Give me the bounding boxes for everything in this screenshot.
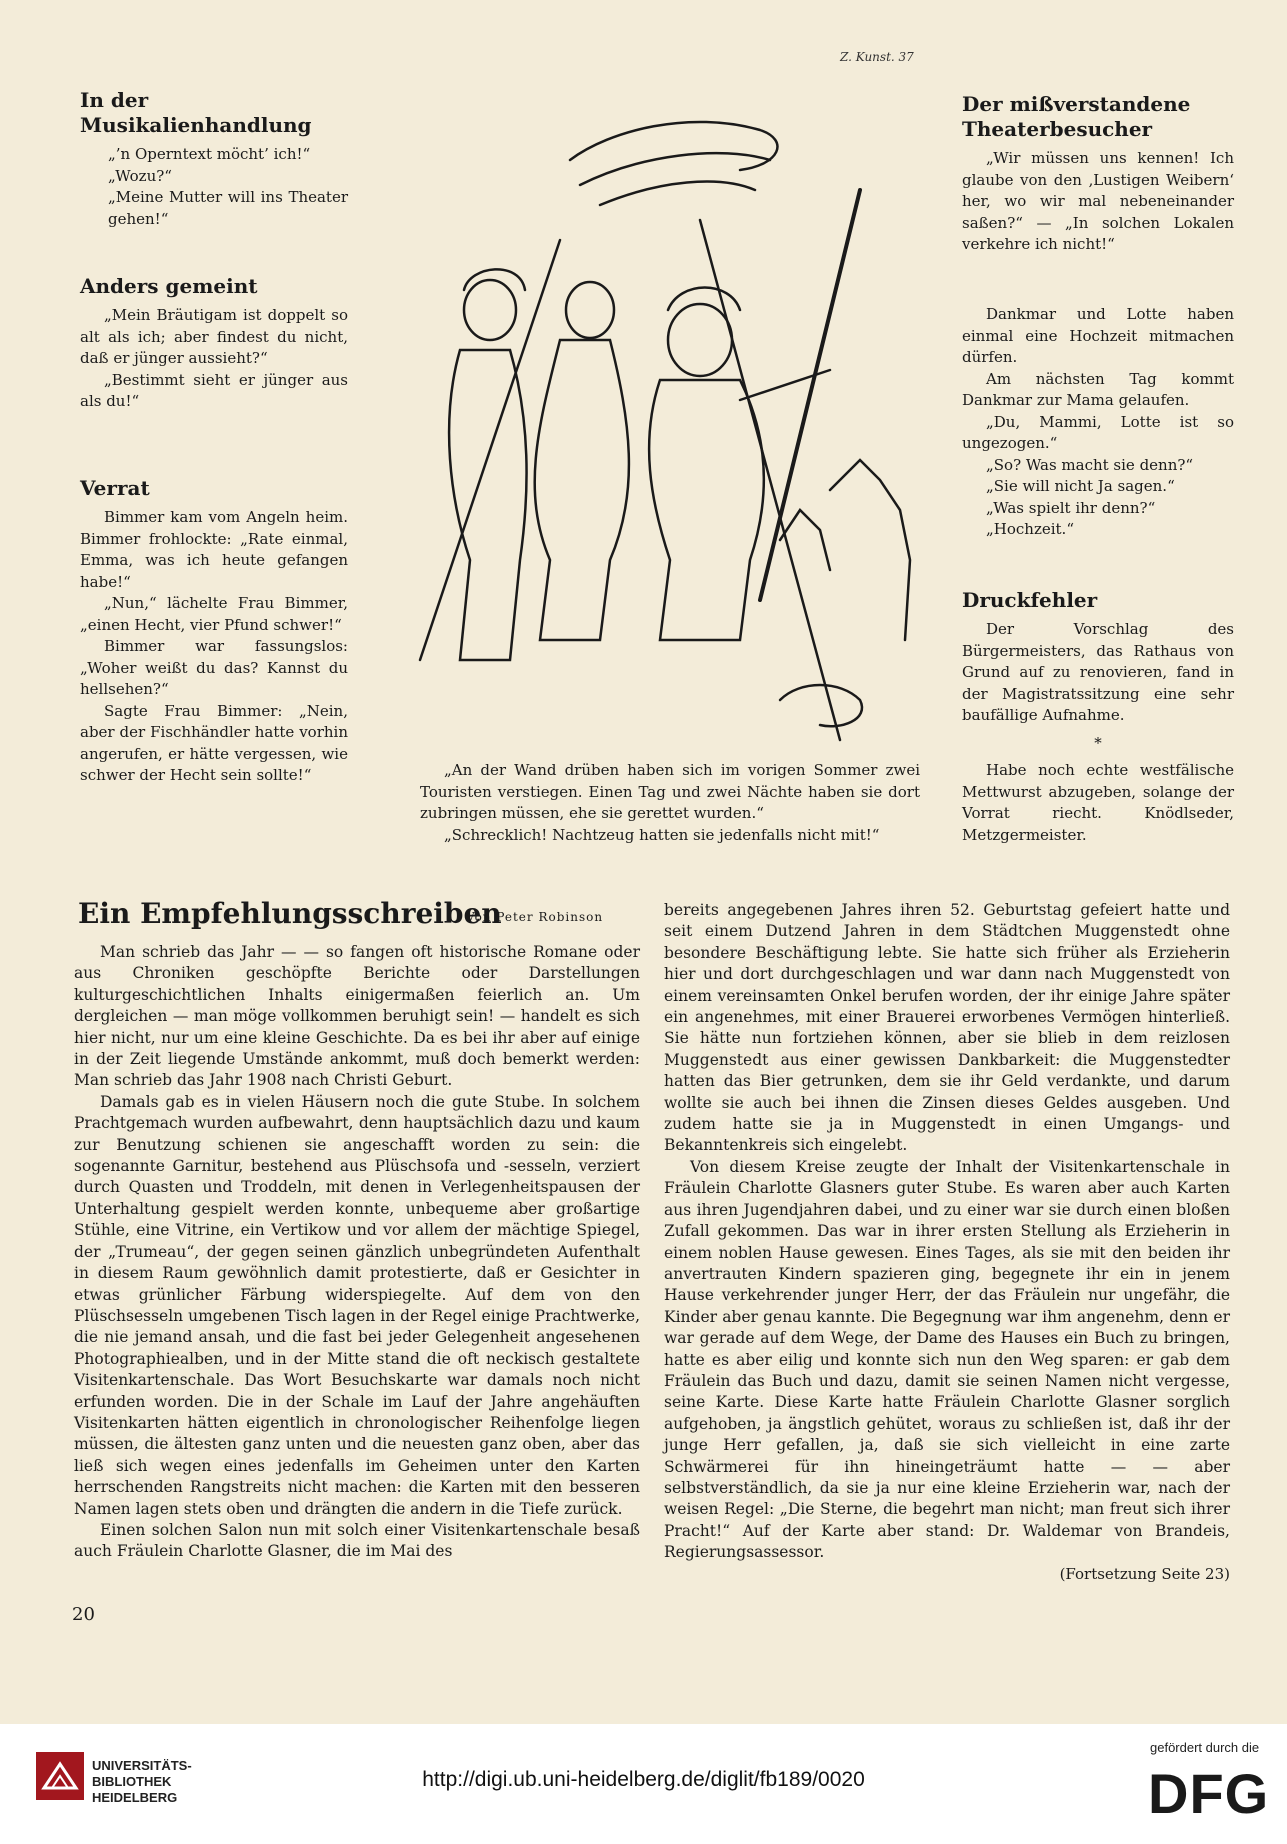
joke-line: „Wozu?“ [108, 166, 172, 185]
joke-line: „Nun,“ lächelte Frau Bimmer, „einen Hecht, vier Pfund schwer!“ [80, 594, 348, 634]
mountain-outline [830, 460, 910, 640]
joke-line: „Bestimmt sieht er jünger aus als du!“ [80, 370, 348, 410]
caption-line: „Schrecklich! Nachtzeug hatten sie jedenfalls nicht mit!“ [444, 825, 880, 844]
joke-title: Verrat [80, 476, 150, 500]
cartoon-caption [420, 760, 920, 846]
divider-star: * [1094, 733, 1102, 752]
walking-stick [760, 190, 860, 600]
man-body [649, 380, 764, 640]
page-number: 20 [72, 1604, 95, 1625]
dog-outline [780, 685, 862, 726]
joke-title: Der mißverstandene Theaterbesucher [962, 92, 1191, 141]
cloud-line [570, 122, 777, 170]
joke-line: Bimmer war fassungslos: „Woher weißt du das? Kannst du hellsehen?“ [80, 637, 348, 698]
university-name: UNIVERSITÄTS- BIBLIOTHEK HEIDELBERG [92, 1758, 192, 1805]
handwritten-annotation: Z. Kunst. 37 [840, 50, 914, 64]
cloud-line [600, 182, 755, 205]
joke-line: „So? Was macht sie denn?“ [986, 455, 1194, 474]
joke-text: Der Vorschlag des Bürgermeisters, das Rathaus von Grund auf zu renovieren, fand in der Magistratssitzung eine sehr baufällige Aufnahme. [962, 620, 1234, 724]
joke-title: Druckfehler [962, 588, 1098, 612]
joke-musikalienhandlung [80, 88, 348, 230]
story-paragraph: Einen solchen Salon nun mit solch einer Visitenkartenschale besaß auch Fräulein Charlotte Glasner, die im Mai des [74, 1520, 640, 1561]
joke-line: Dankmar und Lotte haben einmal eine Hochzeit mitmachen dürfen. [962, 305, 1234, 366]
joke-theaterbesucher [962, 92, 1234, 256]
man-head [668, 304, 732, 376]
joke-line: Bimmer kam vom Angeln heim. Bimmer frohlockte: „Rate einmal, Emma, was ich heute gefangen habe!“ [80, 508, 348, 591]
funding-label: gefördert durch die [1150, 1740, 1260, 1755]
joke-line: Am nächsten Tag kommt Dankmar zur Mama gelaufen. [962, 369, 1234, 409]
walking-stick [700, 220, 840, 740]
joke-line: „Mein Bräutigam ist doppelt so alt als ich; aber findest du nicht, daß er jünger aussieht?“ [80, 306, 348, 367]
footer-bar [0, 1724, 1287, 1844]
joke-verrat [80, 476, 348, 787]
joke-dankmar [962, 304, 1234, 541]
story-column-right [664, 900, 1230, 1585]
story-author: Von Peter Robinson [466, 910, 604, 924]
man-hat [668, 288, 740, 311]
story-paragraph: Von diesem Kreise zeugte der Inhalt der Visitenkartenschale in Fräulein Charlotte Glasners guter Stube. Es waren aber auch Karten aus ihren Jugendjahren dabei, und zu einer war sie durch einen bloßen Zufall gekommen. Das war in ihrer ersten Stellung als Erzieherin in einem noblen Hause gewesen. Eines Tages, als sie mit den beiden ihr anvertrauten Kindern spazieren ging, begegnete ihr ein in jenem Hause verkehrender junger Herr, der das Fräulein nur ungefähr, die Kinder aber genau kannte. Die Begegnung war ihm angenehm, denn er war gerade auf dem Wege, der Dame des Hauses ein Buch zu bringen, hatte es aber eilig und konnte sich nun den Weg sparen: er gab dem Fräulein das Buch und dazu, damit sie seinen Namen nicht vergesse, seine Karte. Diese Karte hatte Fräulein Charlotte Glasner sorglich aufgehoben, ja ängstlich gehütet, woraus zu schließen ist, daß ihr der junge Herr gefallen, ja, daß sie sich vielleicht in eine zarte Schwärmerei für ihn hineingeträumt hatte — — aber selbstverständlich, da sie ja nur eine kleine Erzieherin war, nach der weisen Regel: „Die Sterne, die begehrt man nicht; man freut sich ihrer Pracht!“ Auf der Karte aber stand: Dr. Waldemar von Brandeis, Regierungsassessor. [664, 1157, 1230, 1562]
joke-line: „Sie will nicht Ja sagen.“ [986, 477, 1175, 495]
story-title: Ein Empfehlungsschreiben [78, 897, 502, 930]
joke-anders-gemeint [80, 274, 348, 413]
joke-line: „Hochzeit.“ [986, 520, 1074, 538]
joke-title: In der Musikalienhandlung [80, 88, 312, 137]
dfg-logo: DFG [1148, 1762, 1270, 1825]
story-column-left [74, 942, 640, 1563]
cartoon-illustration [400, 40, 920, 760]
joke-druckfehler [962, 588, 1234, 846]
source-url-link[interactable]: http://digi.ub.uni-heidelberg.de/diglit/fb189/0020 [422, 1768, 865, 1791]
story-paragraph: bereits angegebenen Jahres ihren 52. Geburtstag gefeiert hatte und seit einem Dutzend Jahren in dem Städtchen Muggenstedt ohne besondere Beschäftigung lebte. Sie hatte sich früher als Erzieherin hier und dort durchgeschlagen und war dann nach Muggenstedt von einem vereinsamten Onkel berufen worden, der ihr einige Jahre später ein angenehmes, mit einer Brauerei erworbenes Vermögen hinterließ. Sie hätte nun fortziehen können, aber sie blieb in dem reizlosen Muggenstedt aus einer gewissen Dankbarkeit: die Muggenstedter hatten das Bier getrunken, dem sie ihr Geld verdankte, und darum wollte sie auch bei ihnen die Zinsen dieses Geldes ausgeben. Und zudem hatte sie ja in Muggenstedt in einen Umgangs- und Bekanntenkreis sich eingelebt. [664, 901, 1230, 1155]
man-arm-pointing [740, 370, 830, 400]
classified-ad: Habe noch echte westfälische Mettwurst abzugeben, solange der Vorrat riecht. Knödlseder, Metzgermeister. [962, 761, 1234, 844]
woman-head [566, 282, 614, 338]
caption-line: „An der Wand drüben haben sich im vorigen Sommer zwei Touristen verstiegen. Einen Tag und zwei Nächte haben sie dort zubringen müssen, ehe sie gerettet wurden.“ [420, 761, 920, 822]
joke-line: Sagte Frau Bimmer: „Nein, aber der Fischhändler hatte vorhin angerufen, er hätte vergessen, wie schwer der Hecht sein sollte!“ [80, 701, 348, 784]
joke-line: „Was spielt ihr denn?“ [986, 498, 1156, 517]
story-paragraph: Man schrieb das Jahr — — so fangen oft historische Romane oder aus Chroniken geschöpfte Berichte oder Darstellungen kulturgeschichtlichen Inhalts einigermaßen feierlich an. Um dergleichen — man möge vollkommen beruhigt sein! — handelt es sich hier nicht, nur um eine kleine Geschichte. Da es bei ihr aber auf einige in der Zeit liegende Umstände ankommt, muß doch bemerkt werden: Man schrieb das Jahr 1908 nach Christi Geburt. [74, 943, 640, 1090]
joke-text: „Wir müssen uns kennen! Ich glaube von den ‚Lustigen Weibern‘ her, wo wir mal nebeneinander saßen?“ — „In solchen Lokalen verkehre ich nicht!“ [962, 149, 1234, 253]
joke-line: „’n Operntext möcht’ ich!“ [108, 145, 311, 163]
woman-dress [449, 350, 526, 660]
continuation-note: (Fortsetzung Seite 23) [1059, 1564, 1230, 1583]
joke-line: „Meine Mutter will ins Theater gehen!“ [108, 188, 348, 228]
walking-stick [420, 240, 560, 660]
mountain-outline [780, 510, 830, 570]
joke-title: Anders gemeint [80, 274, 258, 298]
joke-line: „Du, Mammi, Lotte ist so ungezogen.“ [962, 412, 1234, 452]
woman-dress [535, 340, 629, 640]
woman-head [464, 280, 516, 340]
story-paragraph: Damals gab es in vielen Häusern noch die gute Stube. In solchem Prachtgemach wurden aufbewahrt, denn hauptsächlich dazu und kaum zur Benutzung schienen sie angeschafft worden zu sein: die sogenannte Garnitur, bestehend aus Plüschsofa und -sesseln, verziert durch Quasten und Troddeln, mit denen in Verlegenheitspausen der Unterhaltung gespielt werden konnte, unbequeme aber großartige Stühle, eine Vitrine, ein Vertikow und vor allem der mächtige Spiegel, der „Trumeau“, der gegen seinen gänzlich unbegründeten Aufenthalt in diesem Raum gewöhnlich damit protestierte, daß er Gesichter in etwas grünlicher Färbung widerspiegelte. Auf dem von den Plüschsesseln umgebenen Tisch lagen in der Regel einige Prachtwerke, die nie jemand ansah, und die fast bei jeder Gelegenheit angesehenen Photographiealben, und in der Mitte stand die oft neckisch gestaltete Visitenkartenschale. Das Wort Besuchskarte war damals noch nicht erfunden worden. Die in der Schale im Lauf der Jahre angehäuften Visitenkarten hätten eigentlich in chronologischer Reihenfolge liegen müssen, die ältesten ganz unten und die neuesten ganz oben, aber das ließ sich wegen eines jedenfalls im Geheimen unter den Karten herrschenden Rangstreits nicht machen: die Karten mit den besseren Namen lagen stets oben und drängten die andern in die Tiefe zurück. [74, 1092, 640, 1518]
